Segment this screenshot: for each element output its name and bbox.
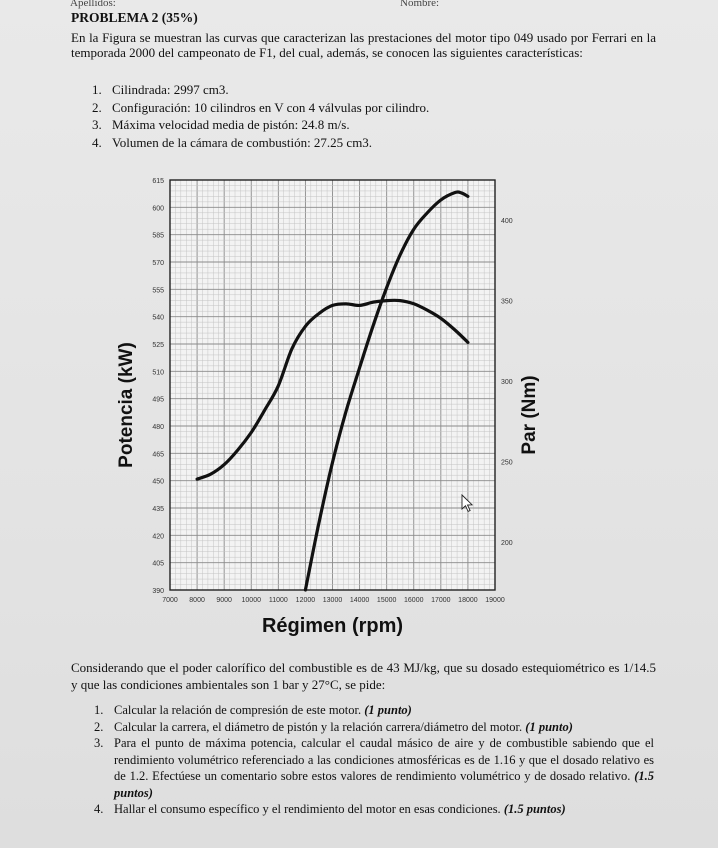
y-tick-label: 615	[152, 178, 164, 185]
cut-off-header	[70, 0, 440, 9]
y2-tick-label: 300	[501, 378, 513, 386]
x-axis-label: Régimen (rpm)	[261, 615, 404, 637]
x-tick-label: 9000	[216, 597, 232, 604]
y-tick-label: 465	[152, 451, 164, 459]
x-tick-label: 19000	[485, 597, 505, 604]
x-tick-label: 13000	[322, 597, 343, 604]
y-tick-label: 405	[152, 560, 164, 568]
y-tick-label: 510	[152, 369, 164, 377]
x-tick-label: 7000	[162, 597, 178, 604]
question-list	[94, 702, 654, 818]
y-tick-label: 570	[152, 260, 164, 267]
spec-item: 1. Cilindrada: 2997 cm3.	[92, 82, 229, 97]
x-tick-label: 14000	[349, 597, 370, 604]
conditions-text: Considerando que el poder calorífico del combustible es de 43 MJ/kg, que su dosado estequiométrico es 1/14.5 y que las condiciones ambientales son 1 bar y 27°C, se pide:	[71, 660, 656, 692]
spec-item: 2. Configuración: 10 cilindros en V con 4 válvulas por cilindro.	[92, 99, 430, 115]
x-tick-label: 11000	[268, 597, 288, 604]
y-tick-label: 480	[152, 424, 164, 431]
engine-performance-chart	[110, 160, 550, 650]
y-tick-label: 540	[152, 314, 164, 322]
y2-axis-label: Par (Nm)	[519, 375, 540, 455]
x-tick-label: 10000	[241, 597, 261, 604]
apellidos-label: Apellidos:	[70, 0, 116, 9]
problem-title: PROBLEMA 2 (35%)	[71, 10, 198, 25]
x-tick-label: 15000	[376, 597, 397, 604]
y-tick-label: 525	[152, 342, 164, 349]
y2-tick-label: 200	[501, 539, 513, 547]
question-item: 4. Hallar el consumo específico y el rendimiento del motor en esas condiciones. (1.5 puntos)	[94, 802, 566, 816]
question-item: 1. Calcular la relación de compresión de este motor. (1 punto)	[94, 703, 412, 717]
nombre-label: Nombre:	[400, 0, 440, 9]
y2-tick-label: 350	[501, 298, 513, 306]
x-tick-label: 16000	[404, 597, 424, 604]
x-tick-label: 8000	[189, 597, 205, 604]
spec-list	[92, 81, 429, 151]
question-item: 2. Calcular la carrera, el diámetro de pistón y la relación carrera/diámetro del motor. (1 punto)	[94, 719, 573, 734]
y-tick-label: 435	[152, 506, 164, 513]
question-item: 3. Para el punto de máxima potencia, calcular el caudal másico de aire y de combustible sabiendo que el rendimiento volumétrico referenciado a las condiciones atmosféricas es de 1.16 y que el dosado relativo es de 1.2. Efectúese un comentario sobre estos valores de rendimiento volumétrico y de dosado relativo. (1.5 puntos)	[94, 736, 655, 800]
y-tick-label: 420	[152, 533, 164, 541]
x-tick-label: 12000	[295, 597, 316, 604]
y-tick-label: 390	[152, 588, 164, 595]
y-tick-label: 600	[152, 205, 164, 213]
y-axis-label: Potencia (kW)	[116, 342, 137, 468]
y-tick-label: 495	[152, 396, 164, 404]
y2-tick-label: 400	[501, 218, 513, 226]
y-tick-label: 450	[152, 478, 164, 486]
spec-item: 3. Máxima velocidad media de pistón: 24.8 m/s.	[92, 117, 350, 132]
y-tick-label: 585	[152, 232, 164, 240]
x-tick-label: 18000	[458, 597, 478, 604]
spec-item: 4. Volumen de la cámara de combustión: 27.25 cm3.	[92, 134, 373, 150]
y-tick-label: 555	[152, 287, 164, 295]
y2-tick-label: 250	[501, 459, 513, 467]
problem-intro: En la Figura se muestran las curvas que caracterizan las prestaciones del motor tipo 049 usado por Ferrari en la temporada 2000 del campeonato de F1, del cual, además, se conocen las siguientes características:	[71, 30, 656, 60]
x-tick-label: 17000	[431, 597, 451, 604]
